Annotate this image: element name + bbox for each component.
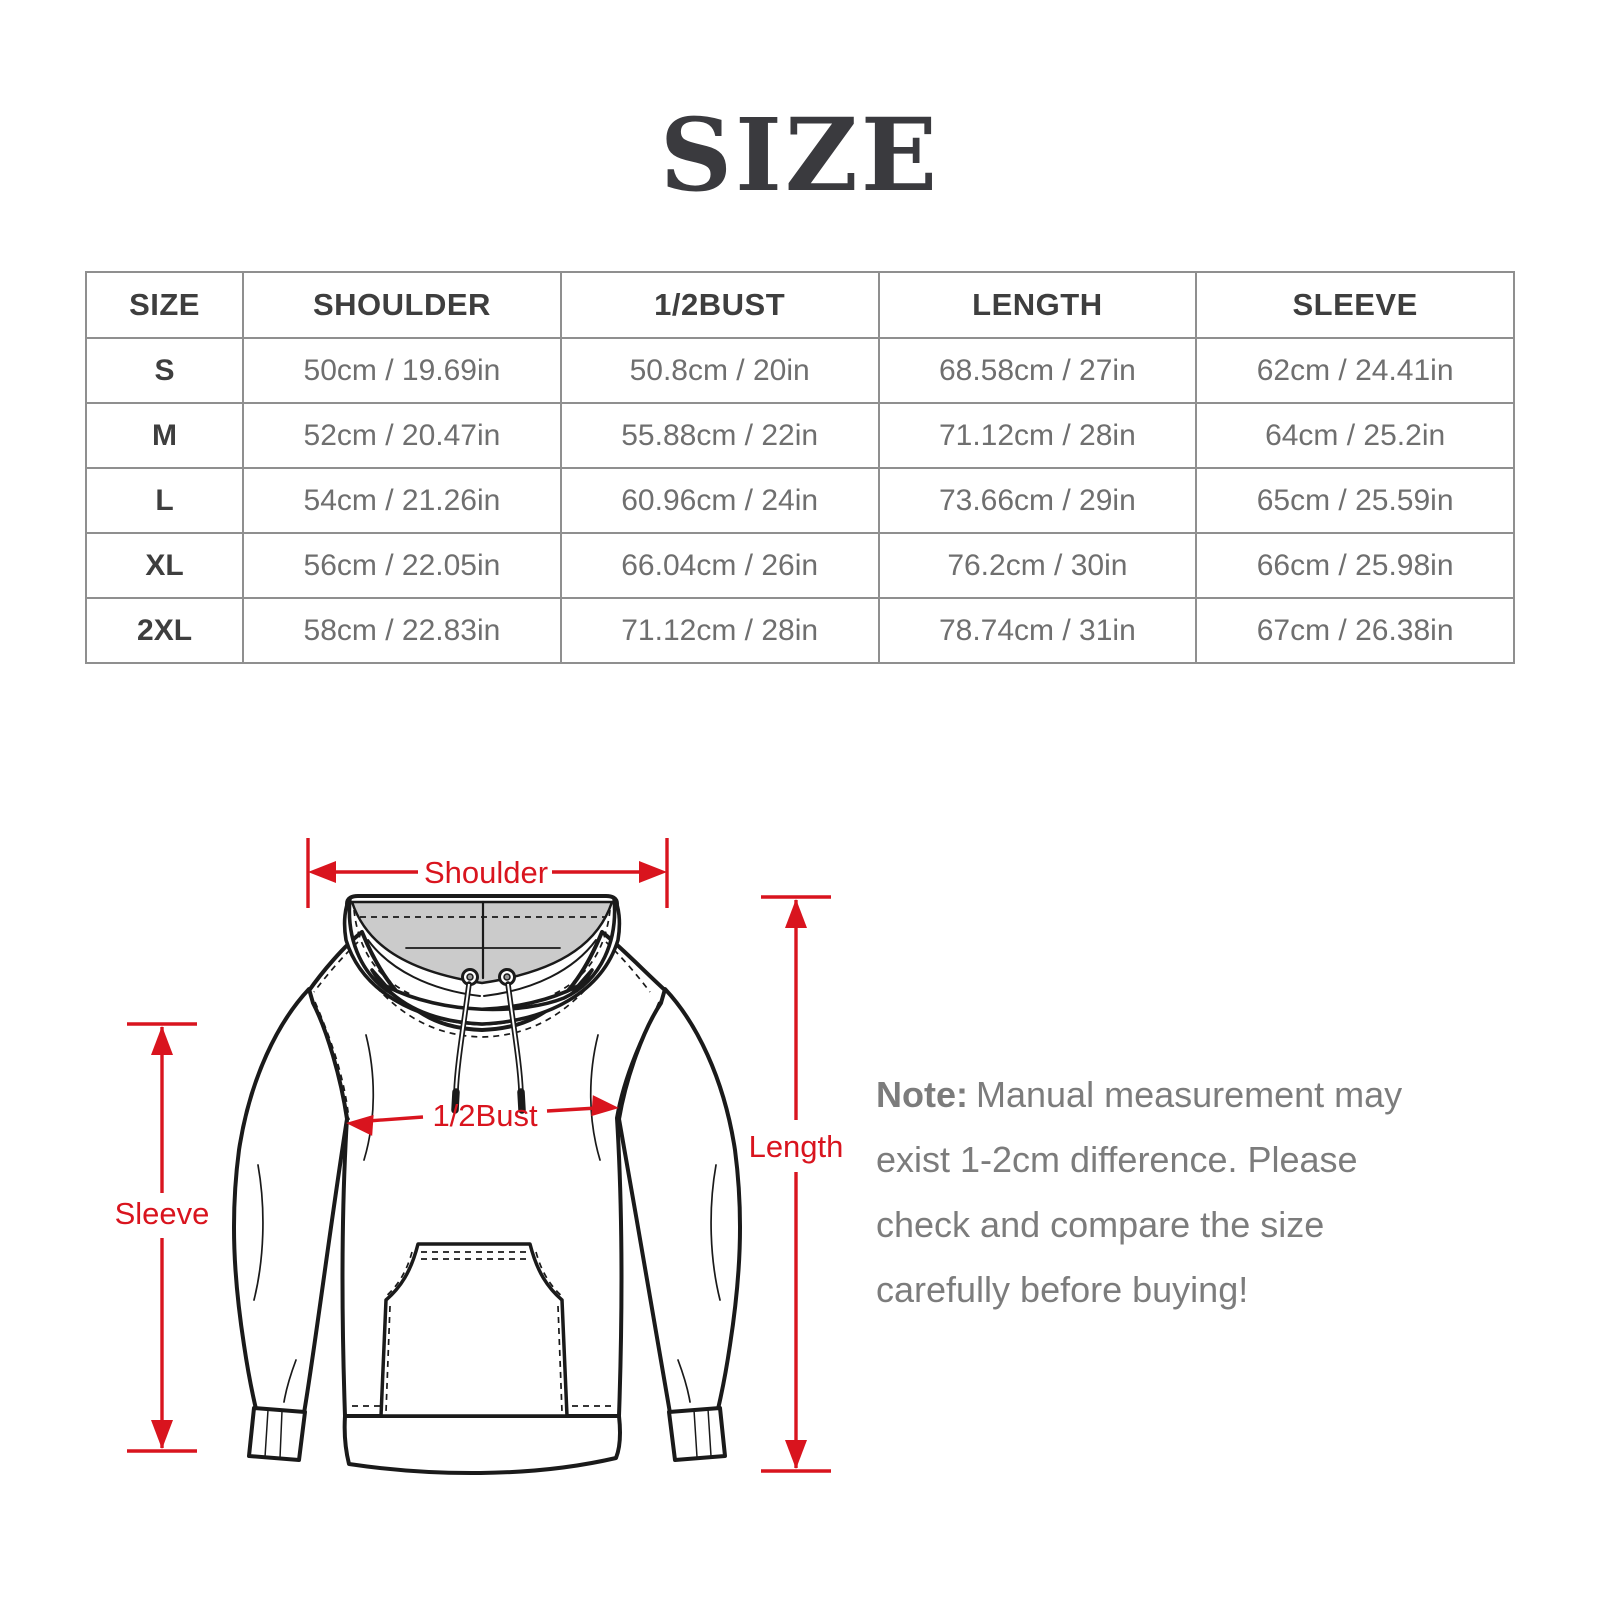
size-cell: XL: [86, 533, 243, 598]
size-cell: M: [86, 403, 243, 468]
measurement-cell: 71.12cm / 28in: [879, 403, 1197, 468]
column-header-sleeve: SLEEVE: [1196, 272, 1514, 338]
size-cell: 2XL: [86, 598, 243, 663]
measurement-cell: 50.8cm / 20in: [561, 338, 879, 403]
measurement-cell: 68.58cm / 27in: [879, 338, 1197, 403]
measurement-cell: 50cm / 19.69in: [243, 338, 561, 403]
table-header-row: [86, 272, 1514, 338]
note-line: exist 1-2cm difference. Please: [876, 1139, 1358, 1180]
size-chart-table: [85, 271, 1515, 664]
column-header-length: LENGTH: [879, 272, 1197, 338]
half-bust-label: 1/2Bust: [432, 1098, 538, 1133]
shoulder-label: Shoulder: [423, 855, 549, 890]
measurement-cell: 65cm / 25.59in: [1196, 468, 1514, 533]
note-line: [876, 1062, 1476, 1127]
table-row-l: [86, 468, 1514, 533]
measurement-cell: 66.04cm / 26in: [561, 533, 879, 598]
measurement-cell: 54cm / 21.26in: [243, 468, 561, 533]
sleeve-right: [619, 989, 740, 1413]
measurement-cell: 76.2cm / 30in: [879, 533, 1197, 598]
measurement-cell: 55.88cm / 22in: [561, 403, 879, 468]
measurement-cell: 64cm / 25.2in: [1196, 403, 1514, 468]
hoodie-sketch: [234, 896, 740, 1473]
measurement-cell: 52cm / 20.47in: [243, 403, 561, 468]
measurement-cell: 62cm / 24.41in: [1196, 338, 1514, 403]
table-row-s: [86, 338, 1514, 403]
sleeve-arrow: [115, 1024, 210, 1451]
hoodie-measurement-diagram: [100, 820, 920, 1520]
table-row-m: [86, 403, 1514, 468]
size-cell: S: [86, 338, 243, 403]
measurement-cell: 67cm / 26.38in: [1196, 598, 1514, 663]
length-arrow: [749, 897, 844, 1471]
page-title: SIZE: [659, 96, 941, 214]
measurement-cell: 58cm / 22.83in: [243, 598, 561, 663]
measurement-cell: 71.12cm / 28in: [561, 598, 879, 663]
measurement-cell: 73.66cm / 29in: [879, 468, 1197, 533]
column-header-bust: 1/2BUST: [561, 272, 879, 338]
note-line: check and compare the size: [876, 1204, 1325, 1245]
measurement-cell: 78.74cm / 31in: [879, 598, 1197, 663]
sleeve-label: Sleeve: [114, 1196, 210, 1231]
measurement-cell: 66cm / 25.98in: [1196, 533, 1514, 598]
cuff-left: [249, 1408, 305, 1460]
note-text: [876, 1062, 1476, 1322]
size-cell: L: [86, 468, 243, 533]
sleeve-left: [234, 989, 347, 1413]
table-row-xl: [86, 533, 1514, 598]
kangaroo-pocket: [381, 1244, 567, 1416]
measurement-cell: 60.96cm / 24in: [561, 468, 879, 533]
measurement-cell: 56cm / 22.05in: [243, 533, 561, 598]
note-label: Note:: [876, 1074, 968, 1115]
column-header-size: SIZE: [86, 272, 243, 338]
hem-band: [345, 1416, 620, 1473]
table-row-2xl: [86, 598, 1514, 663]
column-header-shoulder: SHOULDER: [243, 272, 561, 338]
length-label: Length: [748, 1129, 844, 1164]
note-line-text: Manual measurement may: [976, 1074, 1403, 1115]
note-line: carefully before buying!: [876, 1269, 1249, 1310]
